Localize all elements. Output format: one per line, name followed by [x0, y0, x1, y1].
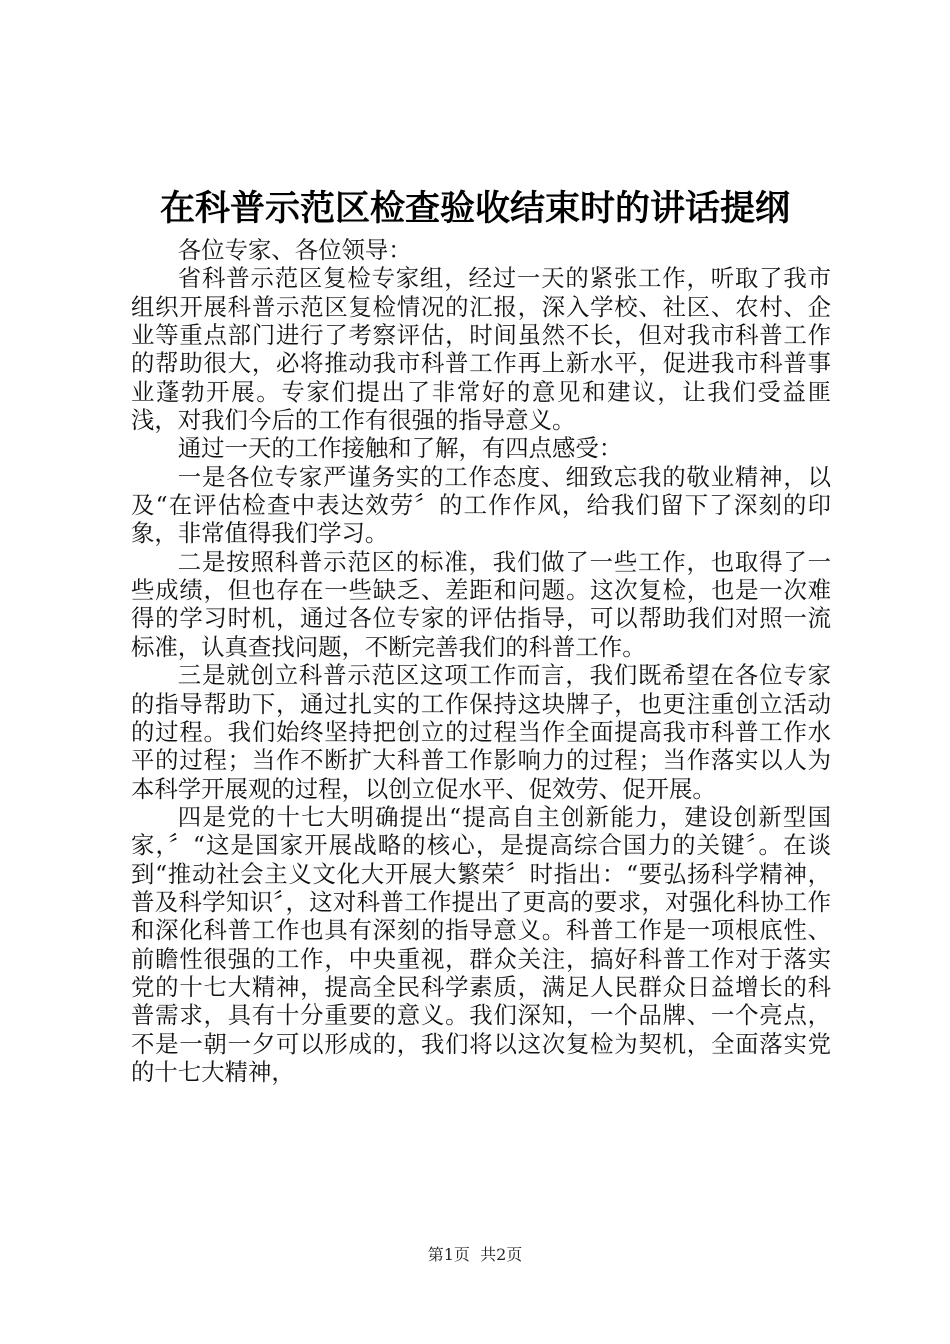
page-number: 第1页 共2页 — [427, 1245, 523, 1264]
paragraph-intro: 省科普示范区复检专家组，经过一天的紧张工作，听取了我市组织开展科普示范区复检情况的汇报，深入学校、社区、农村、企业等重点部门进行了考察评估，时间虽然不长，但对我市科普工作的帮助很大，必将推动我市科普工作再上新水平，促进我市科普事业蓬勃开展。专家们提出了非常好的意见和建议，让我们受益匪浅，对我们今后的工作有很强的指导意义。 — [131, 264, 831, 435]
paragraph-point-four: 四是党的十七大明确提出“提高自主创新能力，建设创新型国家，〞“这是国家开展战略的核心，是提高综合国力的关键〞。在谈到“推动社会主义文化大开展大繁荣〞时指出：“要弘扬科学精神，普及科学知识〞，这对科普工作提出了更高的要求，对强化科协工作和深化科普工作也具有深刻的指导意义。科普工作是一项根底性、前瞻性很强的工作，中央重视，群众关注，搞好科普工作对于落实党的十七大精神，提高全民科学素质，满足人民群众日益增长的科普需求，具有十分重要的意义。我们深知，一个品牌、一个亮点，不是一朝一夕可以形成的，我们将以这次复检为契机，全面落实党的十七大精神， — [131, 802, 831, 1086]
paragraph-feelings-lead: 通过一天的工作接触和了解，有四点感受： — [177, 434, 623, 463]
page-footer — [0, 1244, 950, 1266]
paragraph-point-two: 二是按照科普示范区的标准，我们做了一些工作，也取得了一些成绩，但也存在一些缺乏、差距和问题。这次复检，也是一次难得的学习时机，通过各位专家的评估指导，可以帮助我们对照一流标准，认真查找问题，不断完善我们的科普工作。 — [131, 547, 831, 661]
paragraph-salutation: 各位专家、各位领导： — [177, 236, 412, 264]
paragraph-point-one: 一是各位专家严谨务实的工作态度、细致忘我的敬业精神，以及“在评估检查中表达效劳〞的工作作风，给我们留下了深刻的印象，非常值得我们学习。 — [131, 462, 831, 548]
document-body — [131, 236, 831, 1086]
document-title: 在科普示范区检查验收结束时的讲话提纲 — [159, 189, 790, 229]
paragraph-point-three: 三是就创立科普示范区这项工作而言，我们既希望在各位专家的指导帮助下，通过扎实的工作保持这块牌子，也更注重创立活动的过程。我们始终坚持把创立的过程当作全面提高我市科普工作水平的过程；当作不断扩大科普工作影响力的过程；当作落实以人为本科学开展观的过程，以创立促水平、促效劳、促开展。 — [131, 661, 831, 803]
